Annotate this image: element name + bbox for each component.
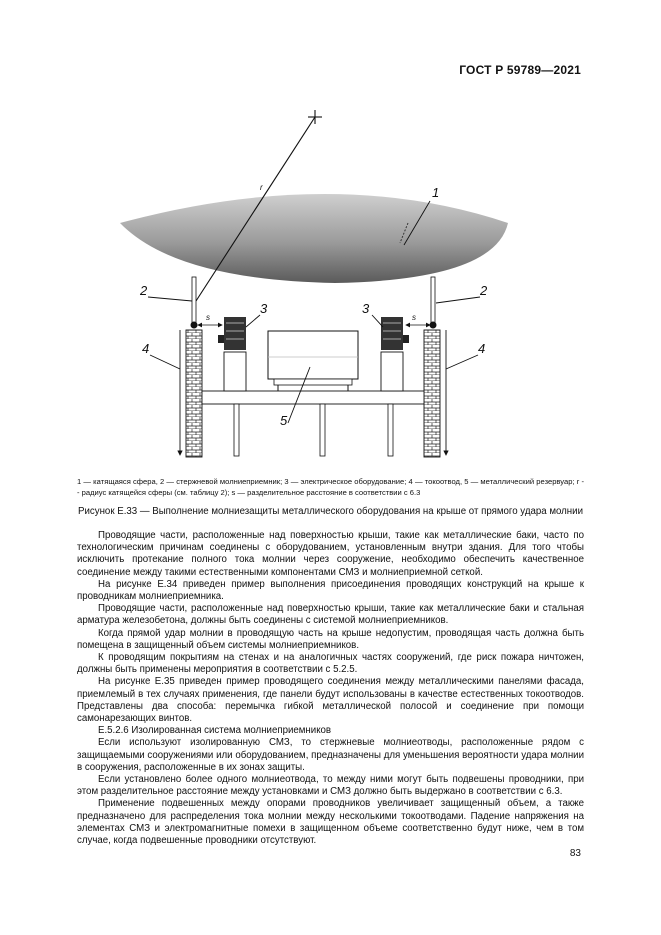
page-number: 83: [569, 848, 581, 859]
label-4-right: 4: [478, 341, 486, 356]
label-2-left: 2: [140, 283, 148, 298]
paragraph: Когда прямой удар молнии в проводящую часть на крыше недопустим, проводящая часть должна быть помещена в защищенный объем системы молниеприемников.: [77, 627, 584, 651]
body-text: [77, 530, 584, 847]
paragraph: На рисунке Е.35 приведен пример проводящего соединения между металлическими панелями фасада, приемлемый в тех случаях применения, где панели будут использованы в качестве естественных токоотводов. Представлены два способа: перемычка гибкой металлической полосой и соединение при помощи самонарезающих винтов.: [77, 676, 584, 725]
equipment-left-motor: [224, 317, 246, 350]
down-conductor-left: [186, 330, 202, 457]
standard-header: ГОСТ Р 59789—2021: [459, 63, 581, 77]
label-1: 1: [432, 185, 440, 200]
metal-tank: [268, 331, 358, 379]
label-5: 5: [280, 413, 288, 428]
paragraph: К проводящим покрытиям на стенах и на аналогичных частях сооружений, где риск пожара ничтожен, должны быть применены мероприятия в соответствии с 5.2.5.: [77, 652, 584, 676]
down-conductor-right: [424, 330, 440, 457]
figure-legend: 1 — катящаяся сфера, 2 — стержневой молниеприемник; 3 — электрическое оборудование; 4 — токоотвод, 5 — металлический резервуар; r -- радиус катящейся сферы (см. таблицу 2); s — разделительное расстояние в соответствии с 6.3: [77, 477, 584, 497]
rod-left: [192, 277, 196, 325]
label-3-right: 3: [362, 301, 370, 316]
paragraph: Если используют изолированную СМЗ, то стержневые молниеотводы, расположенные рядом с защищаемыми сооружениями или оборудованием, предназначены для уменьшения вероятности удара молнии в сооружения, расположенные в их зонах защиты.: [77, 737, 584, 773]
rod-right: [431, 277, 435, 325]
section-heading: Е.5.2.6 Изолированная система молниеприемников: [98, 725, 332, 737]
equipment-right-base: [381, 352, 403, 391]
equipment-left-base: [224, 352, 246, 391]
paragraph: Проводящие части, расположенные над поверхностью крыши, такие как металлические баки и стальная арматура железобетона, должны быть соединены с системой молниеприемников.: [77, 603, 584, 627]
distance-s-left: s: [206, 313, 210, 322]
paragraph: Применение подвешенных между опорами проводников увеличивает защищенный объем, а также предназначено для распределения тока молнии между несколькими токоотводами. Падение напряжения на элементах СМЗ и электромагнитные помехи в защищенном объеме соответственно будут ниже, чем в том случае, когда подвешенные проводники отсутствуют.: [77, 798, 584, 847]
equipment-right-motor: [381, 317, 403, 350]
label-3-left: 3: [260, 301, 268, 316]
lightning-protection-figure: [100, 105, 570, 465]
paragraph: Если установлено более одного молниеотвода, то между ними могут быть подвешены проводники, при этом разделительное расстояние между установками и СМЗ должно быть выдержано в соответствии с 6.3.: [77, 774, 584, 798]
radius-label: r: [260, 183, 263, 192]
label-2-right: 2: [480, 283, 488, 298]
paragraph: Проводящие части, расположенные над поверхностью крыши, такие как металлические баки, часто по технологическим причинам соединены с оборудованием, установленным внутри здания. Для того чтобы исключить протекание полного тока молнии через сооружение, необходимо обеспечить качественное соединение между такими естественными компонентами СМЗ и молниеприемной сеткой.: [77, 530, 584, 578]
distance-s-right: s: [412, 313, 416, 322]
roof-slab: [202, 391, 424, 404]
label-4-left: 4: [142, 341, 150, 356]
paragraph: На рисунке Е.34 приведен пример выполнения присоединения проводящих конструкций на крыше к проводникам молниеприемника.: [77, 578, 584, 603]
figure-caption: Рисунок Е.33 — Выполнение молниезащиты металлического оборудования на крыше от прямого удара молнии: [78, 506, 583, 517]
rolling-sphere: [120, 194, 508, 283]
